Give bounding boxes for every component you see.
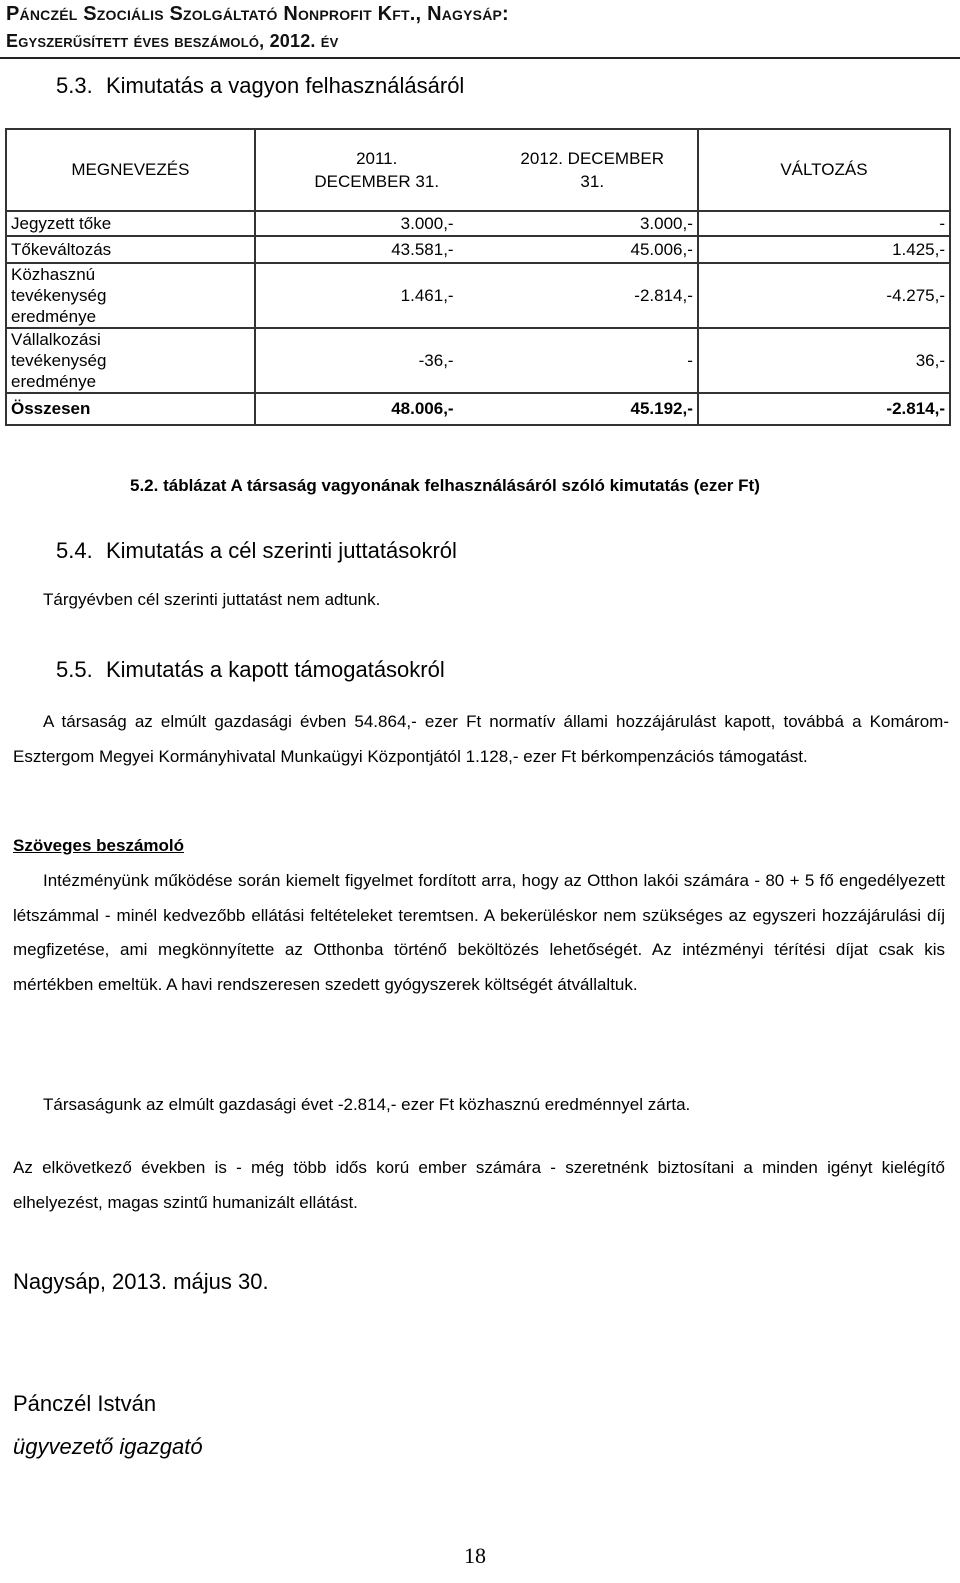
page-number: 18 (464, 1543, 486, 1568)
signer-role: ügyvezető igazgató (13, 1434, 203, 1459)
section-5-4-heading (56, 538, 457, 564)
section-5-4-number: 5.4. (56, 538, 93, 563)
row-change: 1.425,- (698, 236, 950, 263)
row-label: Tőkeváltozás (6, 236, 255, 263)
report-title: Szöveges beszámoló (13, 836, 185, 855)
section-5-4-title: Kimutatás a cél szerinti juttatásokról (106, 538, 457, 563)
table-header-row (6, 129, 950, 211)
table-row (6, 263, 950, 328)
header-2011-text: 2011. DECEMBER 31. (314, 149, 440, 191)
section-5-5-title: Kimutatás a kapott támogatásokról (106, 657, 445, 682)
place-date: Nagysáp, 2013. május 30. (13, 1269, 269, 1294)
row-2012: -2.814,- (458, 263, 698, 328)
report-paragraph-1 (13, 864, 945, 1002)
header-2012-text: 2012. DECEMBER 31. (520, 149, 665, 191)
row-change: -4.275,- (698, 263, 950, 328)
section-5-5-text (13, 705, 949, 774)
section-5-5-text-body: A társaság az elmúlt gazdasági évben 54.864,- ezer Ft normatív állami hozzájárulást kapott, továbbá a Komárom-Esztergom Megyei Kormányhivatal Munkaügyi Központjától 1.128,- ezer Ft bérkompenzációs támogatást. (13, 712, 949, 766)
table-total-row (6, 393, 950, 425)
header-line-1 (6, 3, 509, 26)
header-name: MEGNEVEZÉS (6, 129, 255, 211)
row-2012: 3.000,- (458, 211, 698, 236)
section-5-5-heading (56, 657, 445, 683)
row-2011: 3.000,- (255, 211, 458, 236)
report-paragraph-2: Társaságunk az elmúlt gazdasági évet -2.814,- ezer Ft közhasznú eredménnyel zárta. (43, 1095, 691, 1114)
row-label: Közhasznú tevékenység eredménye (6, 263, 255, 328)
header-line-2 (6, 31, 339, 52)
row-2011: 1.461,- (255, 263, 458, 328)
header-line-1-text: Pánczél Szociális Szolgáltató Nonprofit Kft., Nagysáp: (6, 3, 509, 25)
row-change: 36,- (698, 328, 950, 393)
header-rule (0, 57, 960, 59)
section-5-5-number: 5.5. (56, 657, 93, 682)
asset-usage-table (5, 128, 951, 426)
row-2012: - (458, 328, 698, 393)
table-caption: 5.2. táblázat A társaság vagyonának felhasználásáról szóló kimutatás (ezer Ft) (130, 476, 760, 495)
section-5-3-number: 5.3. (56, 73, 93, 98)
row-2011: 48.006,- (255, 393, 458, 425)
header-change: VÁLTOZÁS (698, 129, 950, 211)
header-line-2-text: Egyszerűsített éves beszámoló, 2012. év (6, 31, 339, 51)
row-2012: 45.006,- (458, 236, 698, 263)
header-2011 (255, 129, 458, 211)
signer-name: Pánczél István (13, 1391, 157, 1416)
section-5-3-title: Kimutatás a vagyon felhasználásáról (106, 73, 465, 98)
table-row (6, 211, 950, 236)
row-change: - (698, 211, 950, 236)
report-paragraph-3: Az elkövetkező években is - még több idős korú ember számára - szeretnénk biztosítani a minden igényt kielégítő elhelyezést, magas szintű humanizált ellátást. (13, 1158, 945, 1212)
row-2011: -36,- (255, 328, 458, 393)
row-2012: 45.192,- (458, 393, 698, 425)
section-5-4-text: Tárgyévben cél szerinti juttatást nem adtunk. (43, 590, 381, 609)
table-row (6, 328, 950, 393)
row-label: Összesen (6, 393, 255, 425)
row-change: -2.814,- (698, 393, 950, 425)
header-2012 (458, 129, 698, 211)
section-5-3-heading (56, 73, 464, 99)
row-2011: 43.581,- (255, 236, 458, 263)
table-row (6, 236, 950, 263)
row-label: Jegyzett tőke (6, 211, 255, 236)
row-label: Vállalkozási tevékenység eredménye (6, 328, 255, 393)
report-paragraph-1-text: Intézményünk működése során kiemelt figyelmet fordított arra, hogy az Otthon lakói számára - 80 + 5 fő engedélyezett létszámmal - minél kedvezőbb ellátási feltételeket teremtsen. A bekerüléskor nem szükséges az egyszeri hozzájárulási díj megfizetése, ami megkönnyítette az Otthonba történő beköltözés lehetőségét. Az intézményi térítési díjat csak kis mértékben emeltük. A havi rendszeresen szedett gyógyszerek költségét átvállaltuk. (13, 871, 945, 994)
